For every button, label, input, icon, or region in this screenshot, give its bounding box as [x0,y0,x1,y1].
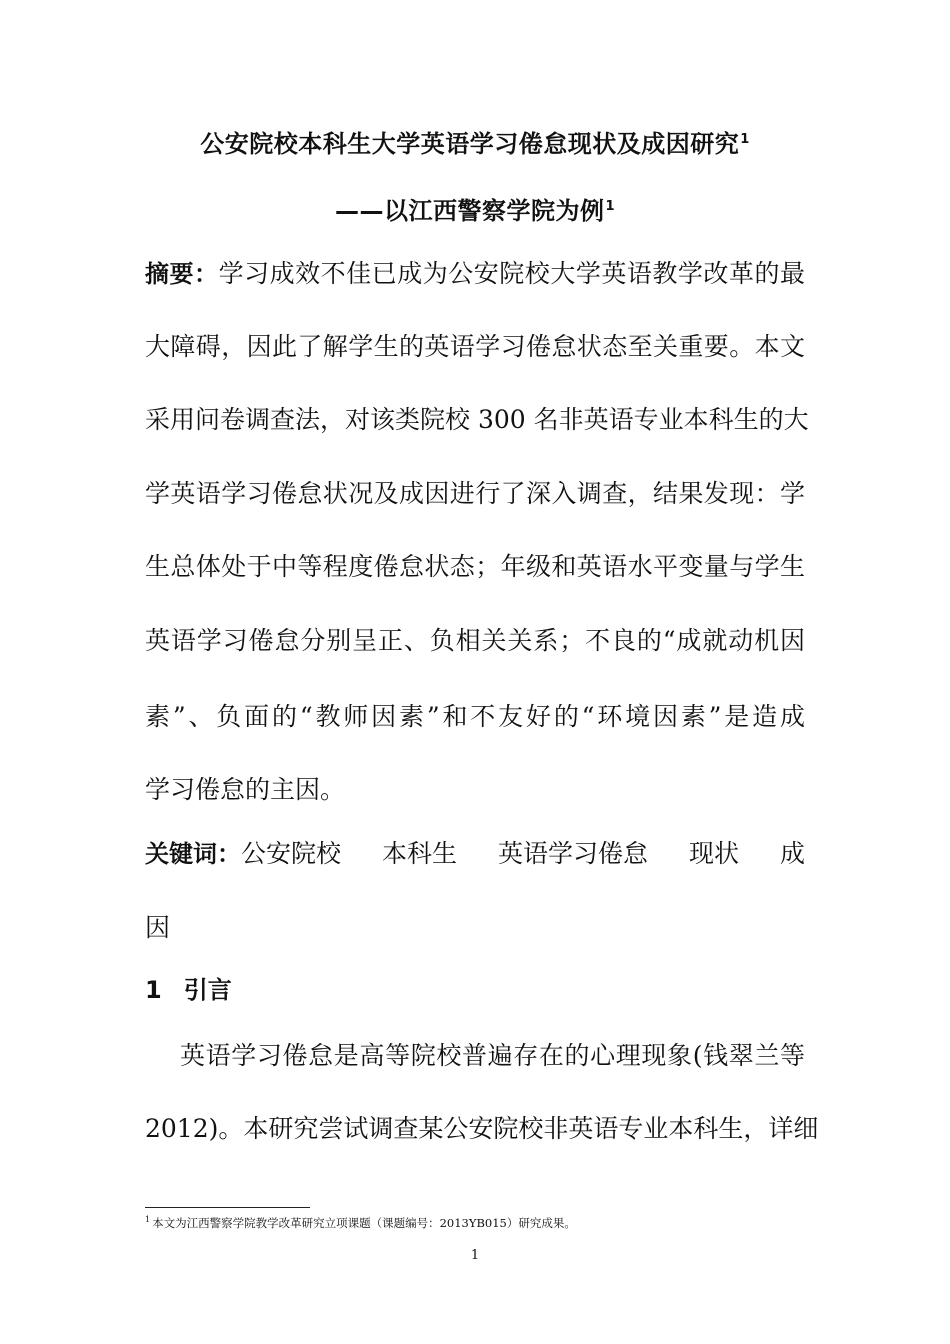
abstract-label: 摘要： [145,260,219,288]
paper-subtitle-text: ——以江西警察学院为例 [334,197,605,225]
body-text-line: 英语学习倦怠是高等院校普遍存在的心理现象(钱翠兰等 [180,1041,805,1070]
footnote-mark: 1 [145,1215,151,1224]
abstract-line: 素”、负面的“教师因素”和不友好的“环境因素”是造成 [145,702,805,731]
body-text-line: 2012)。本研究尝试调查某公安院校非英语专业本科生，详细 [145,1114,819,1143]
keywords-row [145,834,805,874]
paper-subtitle [145,191,805,226]
keyword-item: 本科生 [381,839,457,868]
title-footnote-mark: 1 [740,132,750,147]
section-number: 1 [145,976,162,1004]
abstract-line: 大障碍，因此了解学生的英语学习倦怠状态至关重要。本文 [145,332,805,361]
abstract-line [145,254,805,294]
keyword-first [145,834,341,874]
keywords-continuation: 因 [145,913,171,942]
abstract-line: 学英语学习倦怠状况及成因进行了深入调查，结果发现：学 [145,479,805,508]
paper-title [145,124,805,159]
abstract-line: 生总体处于中等程度倦怠状态；年级和英语水平变量与学生 [145,552,805,581]
section-heading [145,970,232,1010]
footnote-divider [145,1207,310,1208]
page-number: 1 [470,1248,480,1263]
keyword-item: 英语学习倦怠 [497,839,648,868]
footnote [145,1212,576,1231]
paper-title-text: 公安院校本科生大学英语学习倦怠现状及成因研究 [200,130,740,158]
keyword-item: 现状 [688,839,739,868]
section-title: 引言 [183,976,232,1004]
abstract-text: 学习成效不佳已成为公安院校大学英语教学改革的最 [218,259,805,288]
subtitle-footnote-mark: 1 [605,199,616,214]
abstract-line: 英语学习倦怠分别呈正、负相关关系；不良的“成就动机因 [145,626,805,655]
keywords-label: 关键词： [145,840,241,868]
keyword-item: 成 [779,839,805,868]
abstract-line: 采用问卷调查法，对该类院校 300 名非英语专业本科生的大 [145,405,809,434]
keyword-item: 公安院校 [241,839,342,868]
abstract-line: 学习倦怠的主因。 [145,775,346,804]
footnote-text: 本文为江西警察学院教学改革研究立项课题（课题编号：2013YB015）研究成果。 [152,1215,576,1230]
